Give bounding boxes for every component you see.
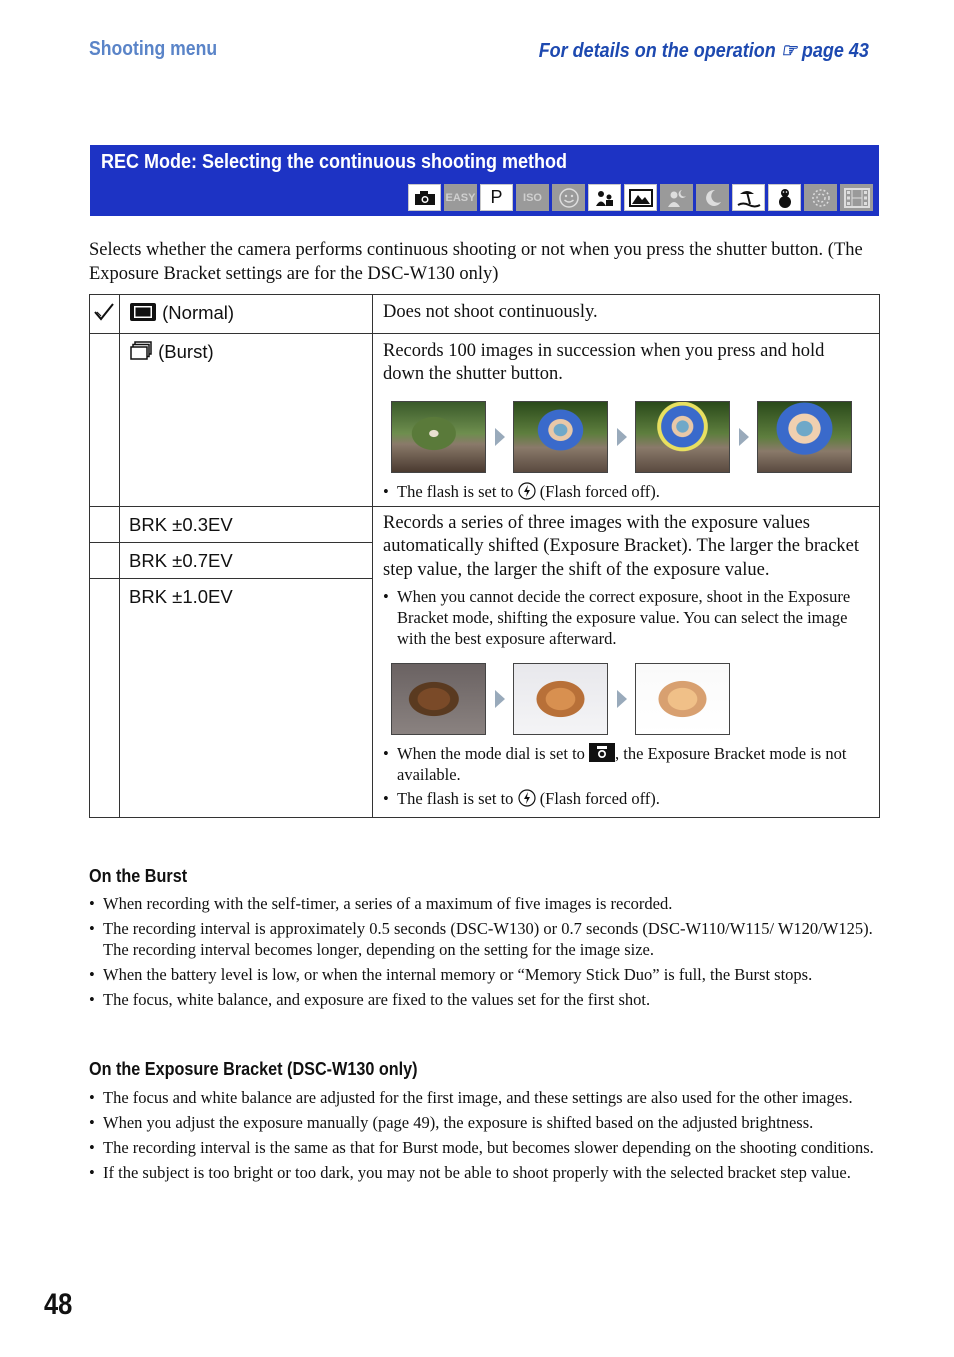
burst-mode-cell — [120, 333, 373, 506]
smile-icon — [552, 184, 585, 211]
list-item: • When the battery level is low, or when the internal memory or “Memory Stick Duo” is full, the Burst stops. — [89, 965, 813, 984]
table-row-normal — [90, 295, 880, 334]
intro-text: Selects whether the camera performs continuous shooting or not when you press the shutter button. (The Exposure Bracket settings are for the DSC-W130 only) — [89, 240, 863, 284]
burst-desc-cell — [373, 333, 880, 506]
bracket-sequence — [391, 663, 869, 735]
list-item: • The focus and white balance are adjusted for the first image, and these settings are also used for the other images. — [89, 1088, 853, 1107]
list-item: • When recording with the self-timer, a series of a maximum of five images is recorded. — [89, 894, 673, 913]
burst-section-heading: On the Burst — [89, 866, 188, 886]
brk-note-2: • When the mode dial is set to , the Exposure Bracket mode is not available. — [383, 744, 847, 784]
default-check-icon — [93, 302, 115, 322]
pointing-hand-icon: ☞ — [780, 40, 797, 62]
normal-description: Does not shoot continuously. — [383, 302, 598, 322]
normal-label: (Normal) — [162, 302, 235, 323]
normal-mode-cell — [120, 295, 373, 334]
brk-03-option[interactable]: BRK ±0.3EV — [129, 513, 233, 535]
brk-10-option[interactable]: BRK ±1.0EV — [129, 585, 233, 607]
burst-photo-4 — [757, 401, 852, 473]
bracket-notes-list — [89, 1087, 879, 1187]
burst-photo-3 — [635, 401, 730, 473]
burst-sequence — [391, 401, 869, 473]
brk-note-1: • When you cannot decide the correct exposure, shoot in the Exposure Bracket mode, shifting the exposure value. You can select the image with the best exposure afterward. — [383, 587, 851, 648]
burst-option[interactable] — [120, 334, 372, 364]
normal-desc-cell — [373, 295, 880, 334]
bracket-photo-bright — [635, 663, 730, 735]
default-check-cell — [90, 295, 120, 334]
burst-label: (Burst) — [158, 340, 214, 362]
program-icon: P — [480, 184, 513, 211]
brk-note-3: • The flash is set to (Flash forced off). — [383, 789, 660, 808]
details-reference[interactable] — [539, 38, 869, 63]
title-bar — [90, 145, 879, 216]
list-item: • The focus, white balance, and exposure are fixed to the values set for the first shot. — [89, 990, 651, 1009]
beach-icon — [732, 184, 765, 211]
burst-description: Records 100 images in succession when you press and hold down the shutter button. — [383, 340, 825, 384]
single-shot-icon — [129, 302, 157, 322]
flash-off-icon — [518, 789, 536, 807]
page-title: REC Mode: Selecting the continuous shooting method — [101, 151, 567, 173]
brk-07-option[interactable]: BRK ±0.7EV — [129, 549, 233, 571]
arrow-icon — [486, 663, 513, 735]
burst-flash-note: • The flash is set to (Flash forced off). — [383, 481, 660, 501]
arrow-icon — [608, 663, 635, 735]
snow-icon — [768, 184, 801, 211]
settings-table — [89, 294, 880, 818]
details-prefix: For details on the operation — [538, 40, 776, 62]
table-row-brk-03 — [90, 506, 880, 542]
arrow-icon — [608, 401, 635, 473]
soft-snap-icon — [588, 184, 621, 211]
camera-auto-icon — [408, 184, 441, 211]
arrow-icon — [486, 401, 513, 473]
burst-photo-1 — [391, 401, 486, 473]
bracket-photo-dark — [391, 663, 486, 735]
fireworks-icon — [804, 184, 837, 211]
list-item: • The recording interval is approximately 0.5 seconds (DSC-W130) or 0.7 seconds (DSC-W110/W115/ W120/W125). The recording interval becomes longer, depending on the setting for the image size. — [89, 919, 873, 959]
burst-icon — [129, 341, 153, 361]
brk-desc-cell — [373, 506, 880, 818]
flash-off-icon — [518, 482, 536, 500]
burst-notes-list — [89, 893, 879, 1014]
mode-icon-row — [408, 184, 873, 211]
normal-option[interactable] — [120, 295, 372, 325]
twilight-portrait-icon — [660, 184, 693, 211]
movie-icon — [840, 184, 873, 211]
arrow-icon — [730, 401, 757, 473]
list-item: • The recording interval is the same as that for Burst mode, but becomes slower depending on the shooting conditions. — [89, 1138, 874, 1157]
brk-description: Records a series of three images with the exposure values automatically shifted (Exposure Bracket). The larger the bracket step value, the larger the shift of the exposure value. — [383, 512, 860, 580]
bracket-section-heading: On the Exposure Bracket (DSC-W130 only) — [89, 1059, 418, 1079]
section-title: Shooting menu — [89, 38, 218, 60]
page-number: 48 — [44, 1288, 73, 1321]
list-item: • If the subject is too bright or too dark, you may not be able to shoot properly with the selected bracket step value. — [89, 1163, 851, 1182]
landscape-icon — [624, 184, 657, 211]
twilight-icon — [696, 184, 729, 211]
camera-auto-icon — [589, 743, 615, 762]
iso-icon: ISO — [516, 184, 549, 211]
list-item: • When you adjust the exposure manually (page 49), the exposure is shifted based on the adjusted brightness. — [89, 1113, 814, 1132]
bracket-photo-normal — [513, 663, 608, 735]
table-row-burst — [90, 333, 880, 506]
details-page-link[interactable]: page 43 — [801, 40, 869, 62]
easy-icon: EASY — [444, 184, 477, 211]
burst-photo-2 — [513, 401, 608, 473]
